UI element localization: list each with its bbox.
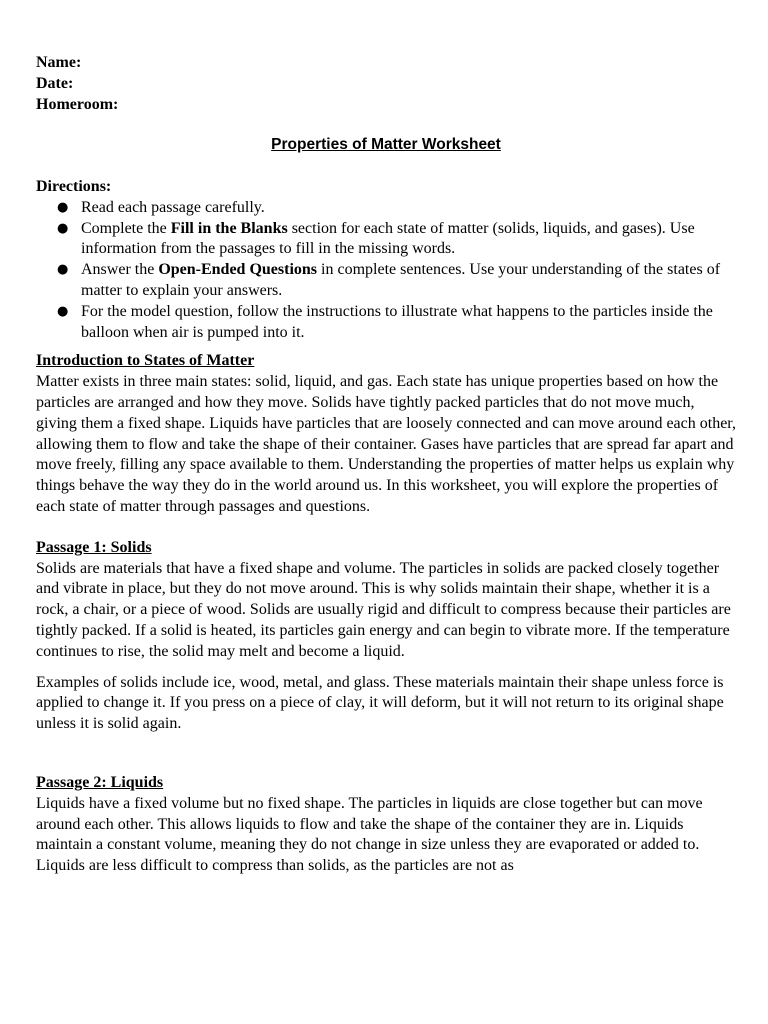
bullet-icon: ●	[57, 199, 69, 215]
directions-item-text: For the model question, follow the instructions to illustrate what happens to the particles inside the balloon when air is pumped into it.	[81, 302, 713, 341]
worksheet-title: Properties of Matter Worksheet	[271, 136, 501, 153]
intro-heading: Introduction to States of Matter	[36, 352, 255, 370]
homeroom-label: Homeroom:	[36, 96, 119, 113]
directions-item-text: in complete sentences. Use your understanding of the states of matter to explain your answers.	[81, 261, 721, 299]
passage-2-section	[36, 773, 736, 877]
directions-item-text: Read each passage carefully.	[81, 198, 265, 216]
directions-item	[36, 198, 736, 219]
directions-item	[36, 260, 736, 302]
worksheet-page	[36, 52, 736, 877]
intro-section	[36, 351, 736, 517]
directions-item	[36, 219, 736, 261]
directions-item-text: Answer the	[81, 261, 159, 279]
directions-item-bold: Open-Ended Questions	[158, 261, 318, 279]
passage-1-heading: Passage 1: Solids	[36, 538, 152, 556]
passage-2-paragraph-1: Liquids have a fixed volume but no fixed shape. The particles in liquids are close together but can move around each other. This allows liquids to flow and take the shape of the container they are in. Liquids maintain a constant volume, meaning they do not change in size unless they are evaporated or added to. Liquids are less difficult to compress than solids, as the particles are not as	[36, 794, 703, 875]
student-info-header	[36, 52, 736, 115]
directions-list	[36, 198, 736, 344]
date-label: Date:	[36, 75, 74, 92]
bullet-icon: ●	[57, 262, 69, 278]
passage-1-section	[36, 538, 736, 735]
bullet-icon: ●	[57, 220, 69, 236]
directions-item	[36, 302, 736, 344]
directions-item-text: section for each state of matter (solids, liquids, and gases). Use information from the passages to fill in the missing words.	[81, 219, 695, 258]
passage-1-paragraph-1: Solids are materials that have a fixed shape and volume. The particles in solids are packed closely together and vibrate in place, but they do not move around. This is why solids maintain their shape, whether it is a rock, a chair, or a piece of wood. Solids are usually rigid and difficult to compress because their particles are tightly packed. If a solid is heated, its particles gain energy and can begin to vibrate more. If the temperature continues to rise, the solid may melt and become a liquid.	[36, 559, 731, 660]
directions-label: Directions:	[36, 178, 112, 195]
bullet-icon: ●	[57, 303, 69, 319]
passage-1-paragraph-2: Examples of solids include ice, wood, metal, and glass. These materials maintain their shape unless force is applied to change it. If you press on a piece of clay, it will deform, but it will not return to its original shape unless it is solid again.	[36, 673, 724, 733]
name-label: Name:	[36, 54, 82, 71]
directions-item-bold: Fill in the Blanks	[170, 219, 288, 237]
passage-2-heading: Passage 2: Liquids	[36, 773, 164, 791]
directions-item-text: Complete the	[81, 219, 171, 237]
intro-paragraph: Matter exists in three main states: solid, liquid, and gas. Each state has unique properties based on how the particles are arranged and how they move. Solids have tightly packed particles that do not move much, giving them a fixed shape. Liquids have particles that are loosely connected and can move around each other, allowing them to flow and take the shape of their container. Gases have particles that are spread far apart and move freely, filling any space available to them. Understanding the properties of matter helps us explain why things behave the way they do in the world around us. In this worksheet, you will explore the properties of each state of matter through passages and questions.	[36, 373, 736, 515]
